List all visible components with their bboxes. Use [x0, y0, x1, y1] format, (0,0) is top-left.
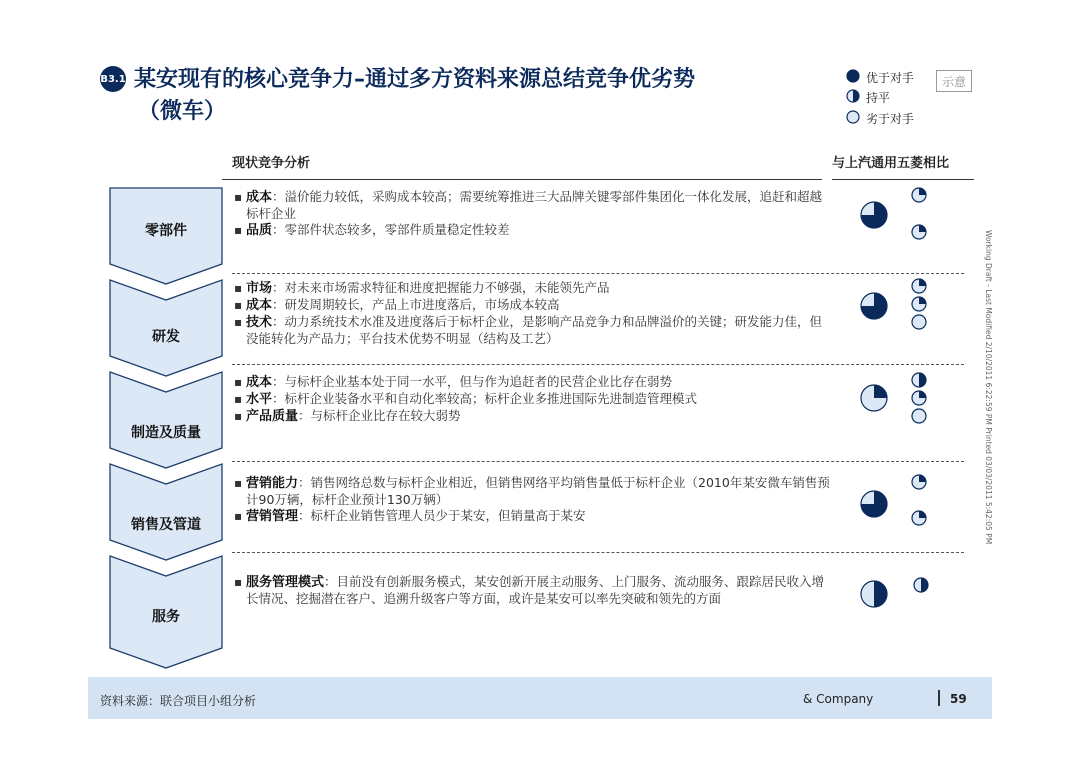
category-label-rd: 研发 [152, 329, 180, 345]
chevron-manufacturing [110, 372, 222, 468]
harvey-ball-overall-icon [860, 292, 888, 324]
bullet-item: ▪ 水平：标杆企业装备水平和自动化率较高；标杆企业多推进国际先进制造管理模式 [234, 391, 698, 407]
section-divider [232, 461, 964, 462]
page-number: 59 [950, 692, 967, 706]
bullet-item: ▪ 营销能力：销售网络总数与标杆企业相近，但销售网络平均销售量低于标杆企业（2010年某安微车销售预计90万辆，标杆企业预计130万辆） [234, 475, 830, 507]
harvey-ball-item-icon [911, 474, 927, 494]
legend-item-better [846, 68, 914, 86]
harvey-ball-item-icon [911, 296, 927, 316]
legend-label: 优于对手 [866, 70, 915, 85]
harvey-ball-item-icon [911, 278, 927, 298]
chevron-sales [110, 464, 222, 560]
section-badge: B3.1 [100, 66, 126, 92]
column-header-analysis: 现状竞争分析 [232, 156, 311, 171]
harvey-ball-item-icon [911, 224, 927, 244]
harvey-ball-overall-icon [860, 580, 888, 612]
bullet-item: ▪ 品质：零部件状态较多，零部件质量稳定性较差 [234, 222, 510, 238]
page-title-line1: 某安现有的核心竞争力–通过多方资料来源总结竞争优劣势 [134, 67, 696, 92]
category-label-sales: 销售及管道 [131, 517, 201, 533]
harvey-ball-overall-icon [860, 490, 888, 522]
harvey-ball-full-icon [846, 69, 866, 86]
category-label-parts: 零部件 [145, 223, 187, 239]
column-underline [832, 179, 974, 180]
section-divider [232, 552, 964, 553]
footer-source: 资料来源：联合项目小组分析 [100, 694, 257, 708]
bullet-item: ▪ 成本：溢价能力较低，采购成本较高；需要统筹推进三大品牌关键零部件集团化一体化发展，追赶和超越标杆企业 [234, 189, 823, 221]
bullet-item: ▪ 成本：与标杆企业基本处于同一水平，但与作为追赶者的民营企业比存在弱势 [234, 374, 673, 390]
harvey-ball-overall-icon [860, 201, 888, 233]
section-sales-text [232, 475, 832, 525]
harvey-ball-half-icon [846, 89, 866, 106]
section-parts-text [232, 189, 832, 239]
harvey-ball-item-icon [911, 390, 927, 410]
schematic-tag: 示意 [936, 70, 972, 92]
category-label-service: 服务 [152, 609, 180, 625]
legend-item-equal [846, 88, 890, 106]
legend-item-worse [846, 109, 914, 127]
page-title-line2: （微车） [138, 99, 227, 124]
harvey-ball-item-icon [911, 314, 927, 334]
column-underline [222, 179, 822, 180]
page-number-separator [938, 690, 940, 706]
column-header-comparison: 与上汽通用五菱相比 [832, 156, 950, 171]
harvey-ball-item-icon [911, 372, 927, 392]
legend-label: 持平 [866, 90, 891, 105]
section-service-text [232, 574, 832, 607]
bullet-item: ▪ 技术：动力系统技术水准及进度落后于标杆企业，是影响产品竞争力和品牌溢价的关键；研发能力佳，但没能转化为产品力；平台技术优势不明显（结构及工艺） [234, 314, 823, 346]
footer-company: & Company [803, 692, 874, 706]
harvey-ball-empty-icon [846, 110, 866, 127]
legend-label: 劣于对手 [866, 111, 915, 126]
bullet-item: ▪ 服务管理模式：目前没有创新服务模式，某安创新开展主动服务、上门服务、流动服务、跟踪居民收入增长情况、挖掘潜在客户、追溯升级客户等方面，或许是某安可以率先突破和领先的方面 [234, 574, 825, 606]
bullet-item: ▪ 成本：研发周期较长，产品上市进度落后，市场成本较高 [234, 297, 560, 313]
harvey-ball-item-icon [913, 577, 929, 597]
section-manufacturing-text [232, 374, 832, 425]
section-divider [232, 273, 964, 274]
bullet-item: ▪ 市场：对未来市场需求特征和进度把握能力不够强，未能领先产品 [234, 280, 610, 296]
harvey-ball-item-icon [911, 408, 927, 428]
harvey-ball-item-icon [911, 510, 927, 530]
draft-watermark-note: Working Draft - Last Modified 2/10/2011 6:22:59 PM Printed 03/03/2011 5:42:05 PM [984, 230, 993, 545]
section-rd-text [232, 280, 832, 347]
category-label-manufacturing: 制造及质量 [131, 425, 201, 441]
harvey-ball-item-icon [911, 187, 927, 207]
harvey-ball-overall-icon [860, 384, 888, 416]
bullet-item: ▪ 营销管理：标杆企业销售管理人员少于某安，但销量高于某安 [234, 508, 586, 524]
section-divider [232, 364, 964, 365]
bullet-item: ▪ 产品质量：与标杆企业比存在较大弱势 [234, 408, 461, 424]
